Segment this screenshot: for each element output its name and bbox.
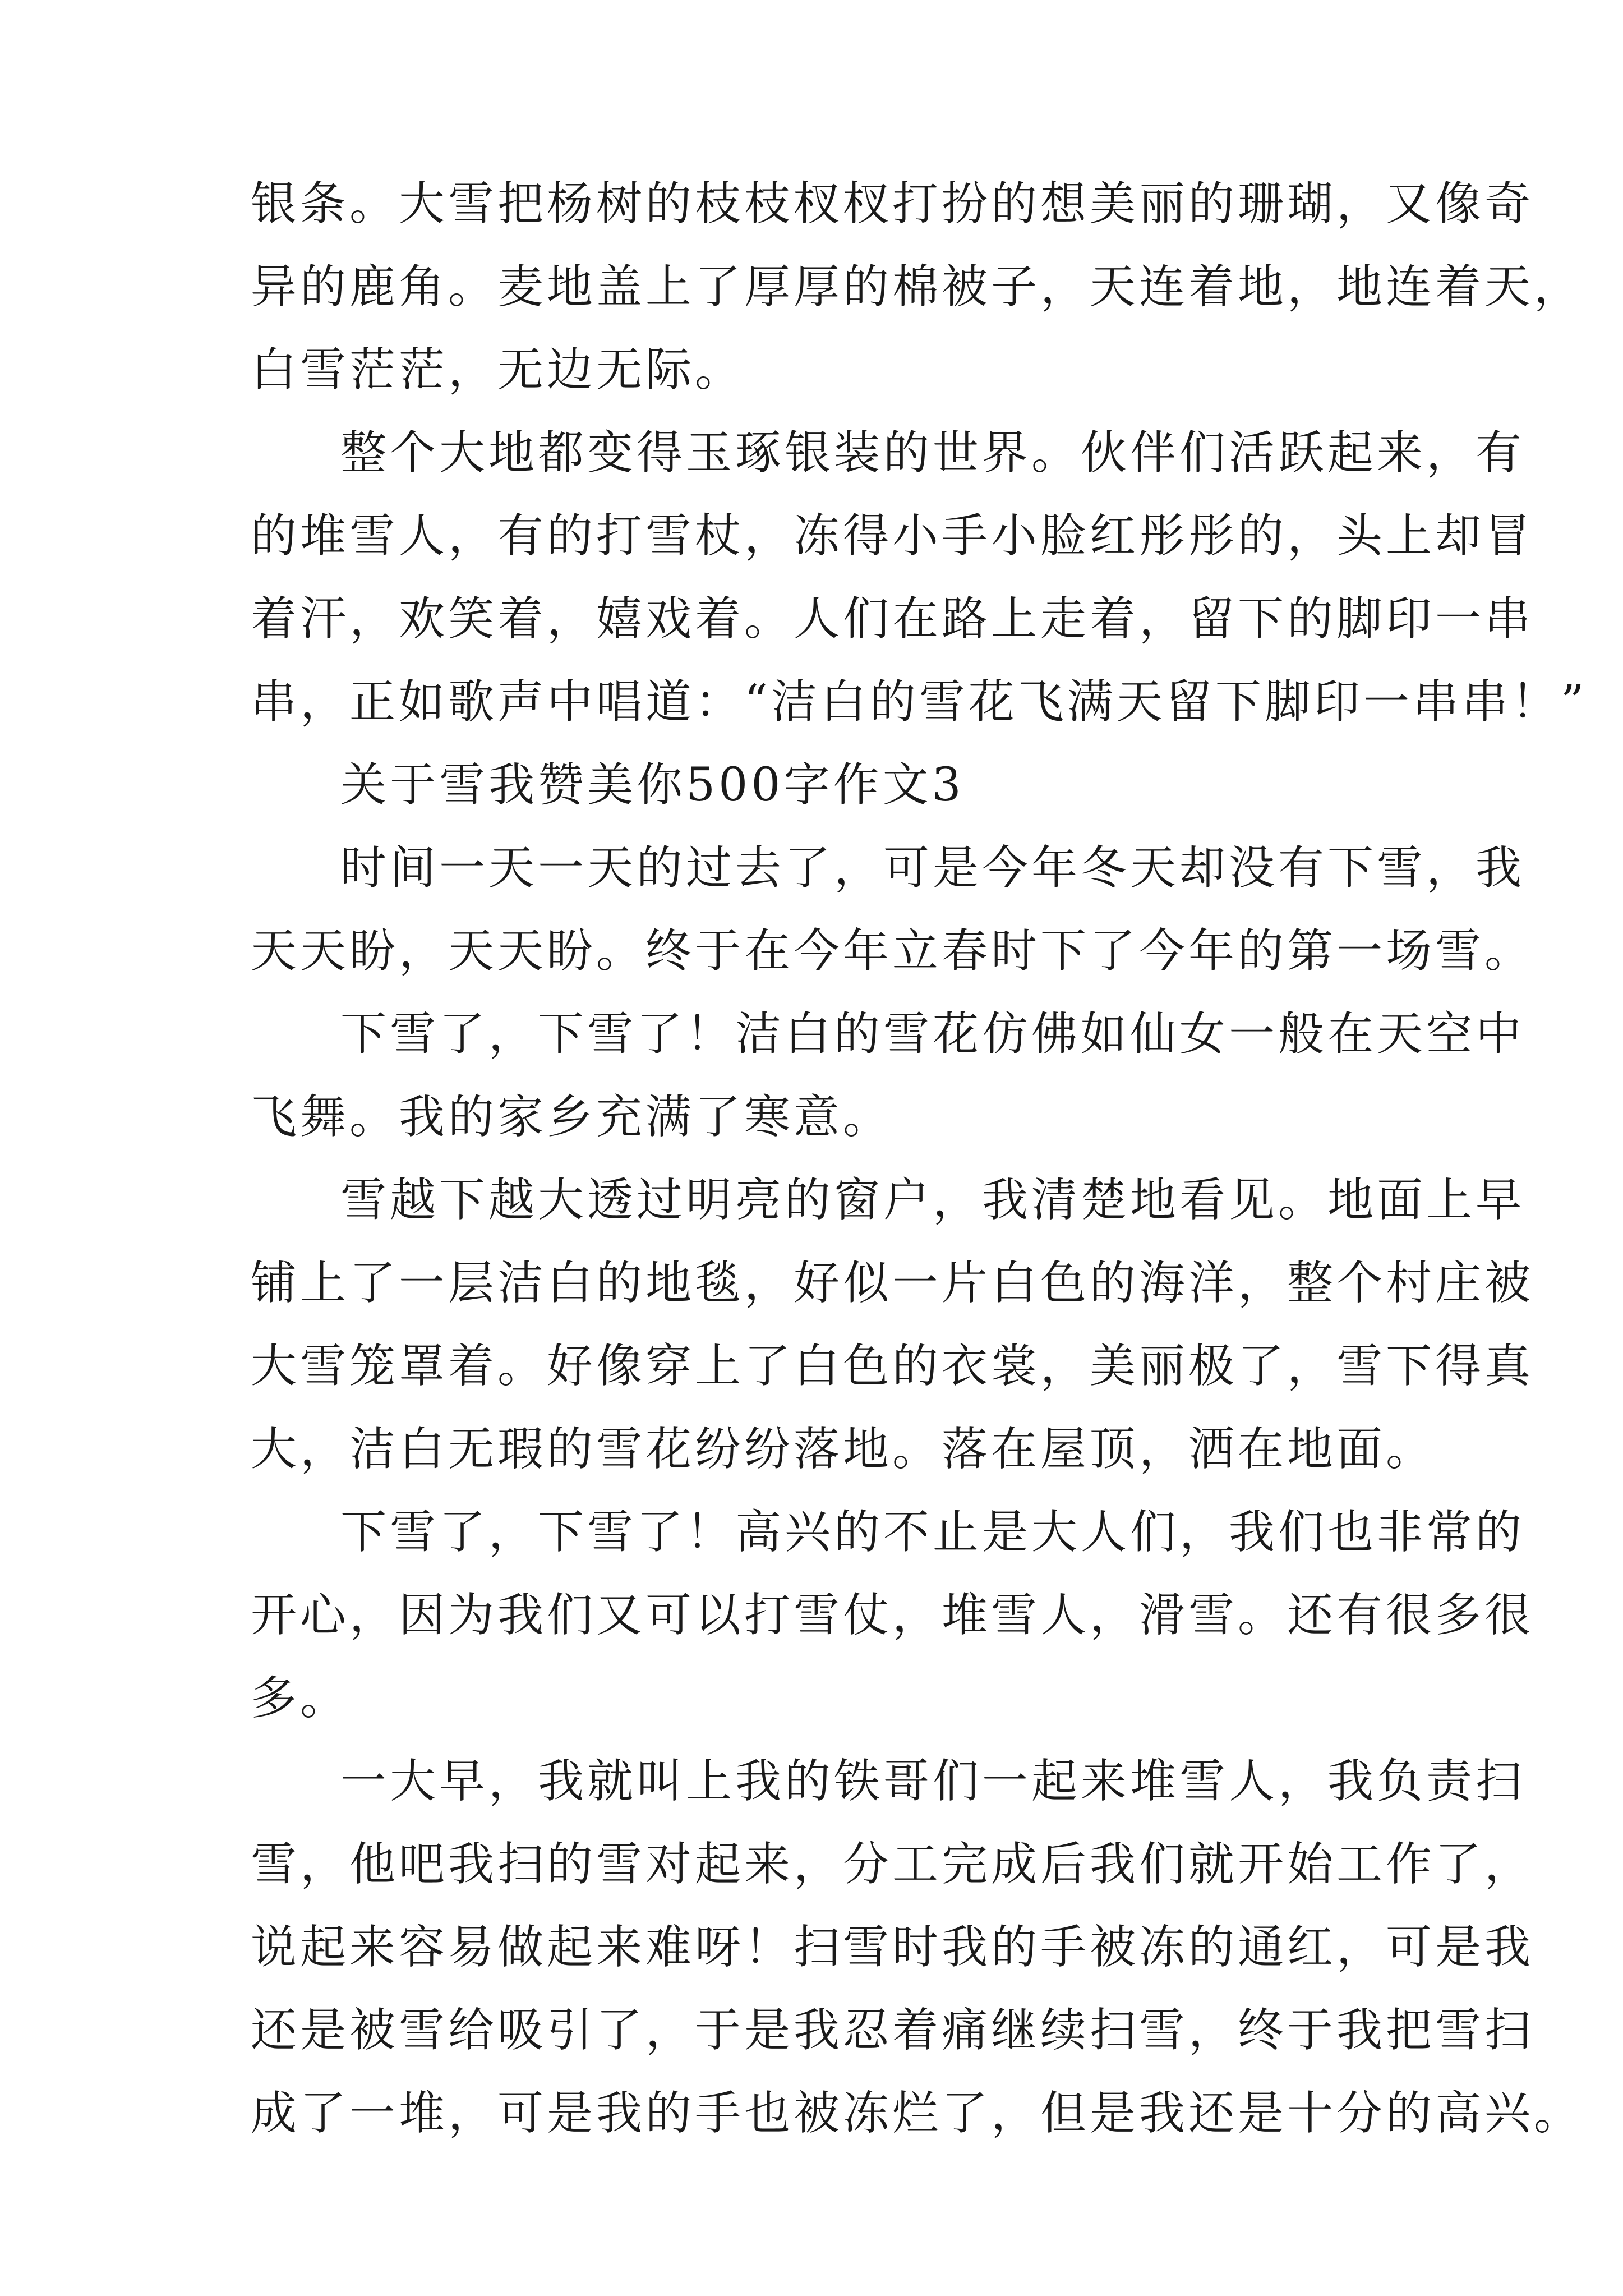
text-line: 多。 bbox=[251, 1672, 350, 1725]
text-line: 成了一堆，可是我的手也被冻烂了，但是我还是十分的高兴。 bbox=[251, 2087, 1584, 2140]
paragraph-start-line: 雪越下越大透过明亮的窗户，我清楚地看见。地面上早 bbox=[340, 1174, 1525, 1227]
document-text-body bbox=[251, 163, 1588, 2155]
text-line: 雪，他吧我扫的雪对起来，分工完成后我们就开始工作了， bbox=[251, 1838, 1534, 1891]
text-line: 天天盼，天天盼。终于在今年立春时下了今年的第一场雪。 bbox=[251, 924, 1534, 978]
text-line: 铺上了一层洁白的地毯，好似一片白色的海洋，整个村庄被 bbox=[251, 1257, 1534, 1310]
paragraph-start-line: 下雪了，下雪了！洁白的雪花仿佛如仙女一般在天空中 bbox=[340, 1007, 1525, 1061]
text-line: 大雪笼罩着。好像穿上了白色的衣裳，美丽极了，雪下得真 bbox=[251, 1340, 1534, 1393]
text-line: 说起来容易做起来难呀！扫雪时我的手被冻的通红，可是我 bbox=[251, 1921, 1534, 1974]
text-line: 开心，因为我们又可以打雪仗，堆雪人，滑雪。还有很多很 bbox=[251, 1589, 1534, 1642]
text-line: 白雪茫茫，无边无际。 bbox=[251, 343, 745, 397]
paragraph-start-line: 时间一天一天的过去了，可是今年冬天却没有下雪，我 bbox=[340, 841, 1525, 895]
text-line: 着汗，欢笑着，嬉戏着。人们在路上走着，留下的脚印一串 bbox=[251, 592, 1534, 646]
text-line: 银条。大雪把杨树的枝枝杈杈打扮的想美丽的珊瑚，又像奇 bbox=[251, 177, 1534, 231]
text-line: 串，正如歌声中唱道：“洁白的雪花飞满天留下脚印一串串！” bbox=[251, 675, 1588, 729]
paragraph-start-line: 下雪了，下雪了！高兴的不止是大人们，我们也非常的 bbox=[340, 1506, 1525, 1559]
text-line: 异的鹿角。麦地盖上了厚厚的棉被子，天连着地，地连着天， bbox=[251, 260, 1584, 314]
text-line: 还是被雪给吸引了，于是我忍着痛继续扫雪，终于我把雪扫 bbox=[251, 2004, 1534, 2057]
text-line: 大，洁白无瑕的雪花纷纷落地。落在屋顶，洒在地面。 bbox=[251, 1423, 1436, 1476]
section-heading: 关于雪我赞美你500字作文3 bbox=[340, 758, 965, 812]
text-line: 的堆雪人，有的打雪杖，冻得小手小脸红彤彤的，头上却冒 bbox=[251, 509, 1534, 563]
text-line: 飞舞。我的家乡充满了寒意。 bbox=[251, 1091, 893, 1144]
paragraph-start-line: 一大早，我就叫上我的铁哥们一起来堆雪人，我负责扫 bbox=[340, 1755, 1525, 1808]
paragraph-start-line: 整个大地都变得玉琢银装的世界。伙伴们活跃起来，有 bbox=[340, 426, 1525, 480]
